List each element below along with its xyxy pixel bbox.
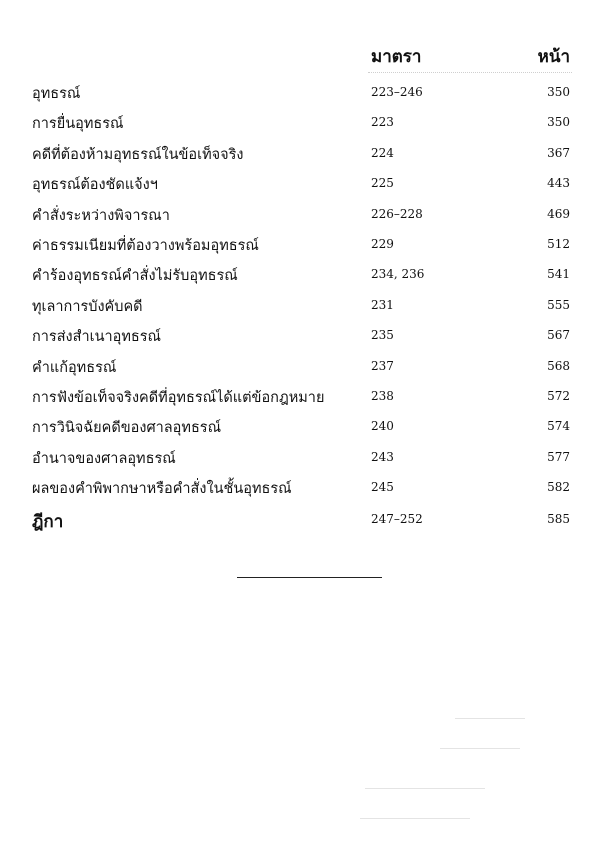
entry-sections: 243 (371, 449, 394, 464)
entry-sections: 225 (371, 176, 394, 191)
toc-entry (0, 169, 600, 199)
entry-title: การวินิจฉัยคดีของศาลอุทธรณ์ (32, 420, 222, 437)
end-divider-line (237, 577, 382, 578)
entry-page: 350 (547, 85, 570, 99)
entry-sections: 223–246 (371, 85, 423, 99)
toc-entry (0, 139, 600, 169)
toc-entry (0, 352, 600, 382)
entry-title: คดีที่ต้องห้ามอุทธรณ์ในข้อเท็จจริง (32, 146, 244, 163)
entry-sections: 237 (371, 358, 394, 373)
toc-entry (0, 412, 600, 442)
entry-page: 367 (547, 145, 570, 160)
entry-sections: 240 (371, 419, 394, 434)
toc-entry (0, 443, 600, 473)
entry-title: ผลของคำพิพากษาหรือคำสั่งในชั้นอุทธรณ์ (32, 481, 292, 498)
entry-page: 555 (547, 297, 570, 312)
final-entry-page: 585 (547, 512, 570, 527)
toc-entry (0, 260, 600, 290)
entry-page: 469 (547, 206, 570, 221)
entry-page: 541 (547, 267, 570, 282)
entry-sections: 231 (371, 297, 394, 312)
entry-title: คำสั่งระหว่างพิจารณา (32, 207, 170, 224)
entry-sections: 226–228 (371, 206, 423, 221)
entry-title: อุทธรณ์ต้องชัดแจ้งฯ (32, 177, 158, 194)
entry-title: ทุเลาการบังคับคดี (32, 298, 143, 315)
entry-page: 582 (547, 480, 570, 495)
entry-title: การยื่นอุทธรณ์ (32, 116, 124, 133)
entry-sections: 229 (371, 236, 394, 251)
entry-title: การฟังข้อเท็จจริงคดีที่อุทธรณ์ได้แต่ข้อกฎหมาย (32, 389, 325, 406)
entry-page: 577 (547, 449, 570, 464)
toc-entry (0, 108, 600, 138)
toc-entry (0, 291, 600, 321)
entry-page: 567 (547, 328, 570, 343)
scan-artifact (360, 818, 470, 819)
entry-sections: 238 (371, 388, 394, 403)
scan-artifact (455, 718, 525, 719)
toc-entry (0, 78, 600, 108)
scan-artifact (365, 788, 485, 789)
entry-sections: 224 (371, 145, 394, 160)
entry-title: คำแก้อุทธรณ์ (32, 359, 117, 376)
entry-title: อำนาจของศาลอุทธรณ์ (32, 450, 176, 467)
entry-title: การส่งสำเนาอุทธรณ์ (32, 329, 161, 346)
toc-final-entry (0, 503, 600, 543)
page-column-header: หน้า (537, 47, 570, 67)
entry-sections: 235 (371, 328, 394, 343)
toc-list (0, 78, 600, 543)
toc-entry (0, 230, 600, 260)
entry-title: คำร้องอุทธรณ์คำสั่งไม่รับอุทธรณ์ (32, 268, 238, 285)
entry-page: 568 (547, 358, 570, 373)
toc-entry (0, 200, 600, 230)
entry-title: ค่าธรรมเนียมที่ต้องวางพร้อมอุทธรณ์ (32, 237, 259, 254)
final-entry-sections: 247–252 (371, 512, 423, 527)
scan-artifact (440, 748, 520, 749)
entry-page: 512 (547, 236, 570, 251)
entry-sections: 245 (371, 480, 394, 495)
final-entry-title: ฎีกา (32, 512, 64, 533)
header-divider (368, 72, 572, 73)
toc-entry (0, 382, 600, 412)
toc-entry (0, 321, 600, 351)
entry-sections: 223 (371, 115, 394, 130)
entry-title: อุทธรณ์ (32, 86, 81, 102)
entry-page: 350 (547, 115, 570, 130)
section-column-header: มาตรา (371, 47, 422, 67)
entry-page: 574 (547, 419, 570, 434)
entry-sections: 234, 236 (371, 267, 425, 282)
toc-entry (0, 473, 600, 503)
entry-page: 572 (547, 388, 570, 403)
entry-page: 443 (547, 176, 570, 191)
